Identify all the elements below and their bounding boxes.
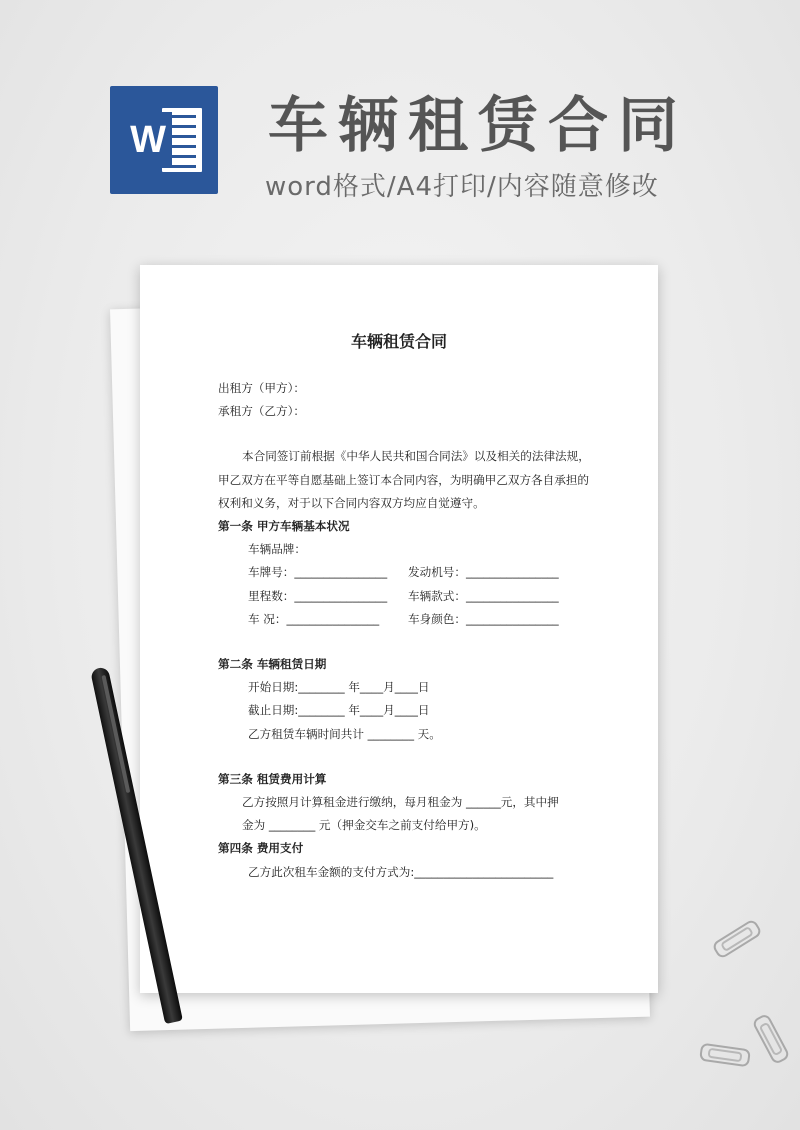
rent-line-2: 金为 ________ 元（押金交车之前支付给甲方)。 [242,818,486,833]
article-1-heading: 第一条 甲方车辆基本状况 [218,519,350,534]
end-date-line: 截止日期:________ 年____月____日 [248,703,430,718]
color-field: 车身颜色：________________ [408,611,559,626]
lessee-line: 承租方（乙方）： [218,404,305,419]
document-title: 车辆租赁合同 [350,332,447,351]
article-4-heading: 第四条 费用支付 [218,841,304,856]
paperclip-icon [751,1013,790,1066]
mileage-field: 里程数：________________ [248,588,388,603]
payment-method-line: 乙方此次租车金额的支付方式为:________________________ [248,864,554,879]
hero-subtitle: word格式/A4打印/内容随意修改 [265,172,659,202]
vehicle-brand-line: 车辆品牌： [248,542,306,557]
word-icon [110,86,218,194]
hero-title: 车辆租赁合同 [268,91,688,161]
start-date-line: 开始日期:________ 年____月____日 [248,680,430,695]
condition-color-row [218,608,590,631]
lessor-line: 出租方（甲方）： [218,381,305,395]
mileage-model-row [218,585,590,608]
article-2-heading: 第二条 车辆租赁日期 [218,657,327,672]
word-letter: W [124,112,172,168]
rent-line-1: 乙方按照月计算租金进行缴纳，每月租金为 ______元，其中押 [242,795,559,810]
document-page [140,265,658,993]
plate-engine-row [218,561,590,584]
intro-paragraph: 本合同签订前根据《中华人民共和国合同法》以及相关的法律法规，甲乙双方在平等自愿基础上签订本合同内容，为明确甲乙双方各自承担的权利和义务，对于以下合同内容双方均应自觉遵守。 [218,449,590,510]
condition-field: 车 况：________________ [248,611,380,626]
model-field: 车辆款式：________________ [408,588,559,603]
paperclip-icon [711,918,763,960]
engine-field: 发动机号：________________ [408,565,559,580]
plate-field: 车牌号：________________ [248,565,388,580]
document-body [218,377,590,884]
rental-duration-line: 乙方租赁车辆时间共计 ________ 天。 [248,726,441,741]
article-3-heading: 第三条 租赁费用计算 [218,771,327,786]
paperclip-icon [699,1043,751,1068]
